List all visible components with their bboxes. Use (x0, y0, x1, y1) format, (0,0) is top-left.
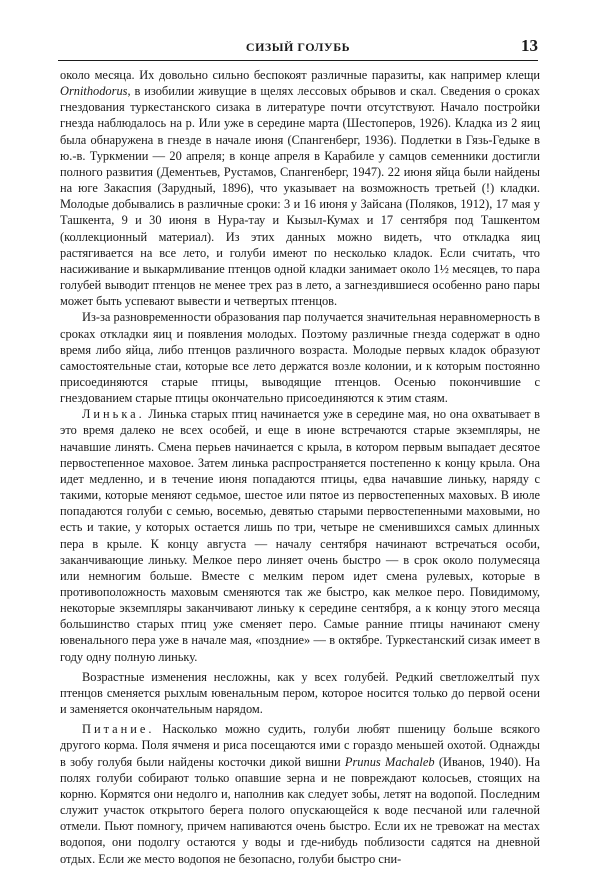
paragraph-age-changes: Возрастные изменения несложны, как у всех голубей. Редкий светложелтый пух птенцов сменяется рыхлым ювенальным пером, которое носится только до первой осени и заменяется окончательным нарядом. (60, 669, 540, 717)
paragraph-text: (Иванов, 1940). На полях голуби собирают только опавшие зерна и не повреждают колосьев, стоящих на корню. Кормятся они недолго и, наполнив как следует зобы, летят на водопой. Последним служит участок открытого берега полого опускающейся к воде песчаной или галечной отмели. Пьют помногу, причем напиваются очень быстро. Если их не тревожат на местах водопоя, они подолгу остаются у воды и где-нибудь поблизости садятся на дневной отдых. Если же место водопоя не безопасно, голуби быстро сни- (60, 754, 540, 866)
paragraph-text: Линька старых птиц начинается уже в середине мая, но она охватывает в это время далеко не всех особей, и еще в июне встречаются старые экземпляры, не начавшие линять. Смена перьев начинается с крыла, в котором первым выпадает десятое первостепенное маховое. Затем линька распространяется постепенно к концу крыла. Она идет медленно, и в течение июня попадаются птицы, едва начавшие линьку, наряду с такими, которые меняют седьмое, шестое или пятое из первостепенных маховых. В июле попадаются голуби с семью, восемью, девятью старыми первостепенными маховыми, но есть и такие, у которых остается лишь по три, четыре не сменившихся самых длинных пера в крыле. К концу августа — началу сентября начинают встречаться особи, заканчивающие линьку. Мелкое перо линяет очень быстро — в срок около полумесяца или немногим больше. Вместе с мелким пером идет смена рулевых, которые в противоположность маховым сменяются так же быстро, как мелкое перо. Повидимому, некоторые экземпляры заканчивают линьку к середине сентября, а к концу этого месяца большинство старых птиц уже сменяет перо. Самые ранние птицы начинают смену ювенального пера уже в начале мая, «поздние» — в октябре. Туркестанский сизак имеет в году одну полную линьку. (60, 407, 540, 664)
paragraph-broods: Из-за разновременности образования пар получается значительная неравномерность в сроках откладки яиц и появления молодых. Поэтому различные гнезда содержат в одно время либо яйца, либо птенцов различного возраста. Молодые первых кладок образуют самостоятельные стаи, которые все лето держатся возле колонии, и к которым постоянно присоединяются старые птицы, выводящие птенцов. Осенью покончившие с гнездованием старые птицы окончательно присоединяются к этим стаям. (60, 310, 540, 406)
species-name: Prunus Machaleb (344, 754, 435, 769)
paragraph-feeding (60, 721, 540, 866)
paragraph-nesting (60, 67, 540, 309)
body-text (60, 67, 540, 867)
page-header (58, 38, 538, 61)
paragraph-text: Насколько можно судить, голуби любят пшеницу больше всякого другого корма. Поля ячменя и риса посещаются ими с гораздо меньшей охотой. Однажды в зобу голубя были найдены косточки дикой вишни (60, 722, 540, 769)
section-heading-molt: Линька. (82, 407, 145, 422)
section-heading-feeding: Питание. (82, 722, 155, 737)
running-title: СИЗЫЙ ГОЛУБЬ (245, 40, 351, 54)
paragraph-molt (60, 406, 540, 665)
paragraph-text: , в изобилии живущие в щелях лессовых обрывов и скал. Сведения о сроках гнездования туркестанского сизака в литературе почти отсутствуют. Начало постройки гнезда наблюдалось на р. Или уже в середине марта (Шестоперов, 1926). Кладка из 2 яиц была обнаружена в гнезде в начале июня (Спангенберг, 1936). Подлетки в Гязь-Гедыке в ю.-в. Туркмении — 20 апреля; в конце апреля в Карабиле у самцов семенники достигли полного развития (Дементьев, Рустамов, Спангенберг, 1947). 22 июня яйца были найдены на юге Закаспия (Зарудный, 1896), что указывает на возможность третьей (!) кладки. Молодые добывались в различные сроки: 3 и 16 июня у Зайсана (Поляков, 1912), 17 мая у Ташкента, 9 и 30 июня в Нура-тау и Кызыл-Кумах и 17 сентября под Ташкентом (коллекционный материал). Из этих данных можно видеть, что откладка яиц растягивается на все лето, и голуби имеют по несколько кладок. Если считать, что насиживание и выкармливание птенцов одной кладки занимает около 1½ месяцев, то пара голубей выводит птенцов не менее трех раз в лето, а загнездившиеся особенно рано пары может быть успевают вывести и четвертых птенцов. (60, 84, 540, 309)
paragraph-text: около месяца. Их довольно сильно беспокоят различные паразиты, как например клещи (60, 68, 540, 82)
page-number: 13 (521, 36, 538, 55)
species-name: Ornithodorus (60, 84, 128, 99)
